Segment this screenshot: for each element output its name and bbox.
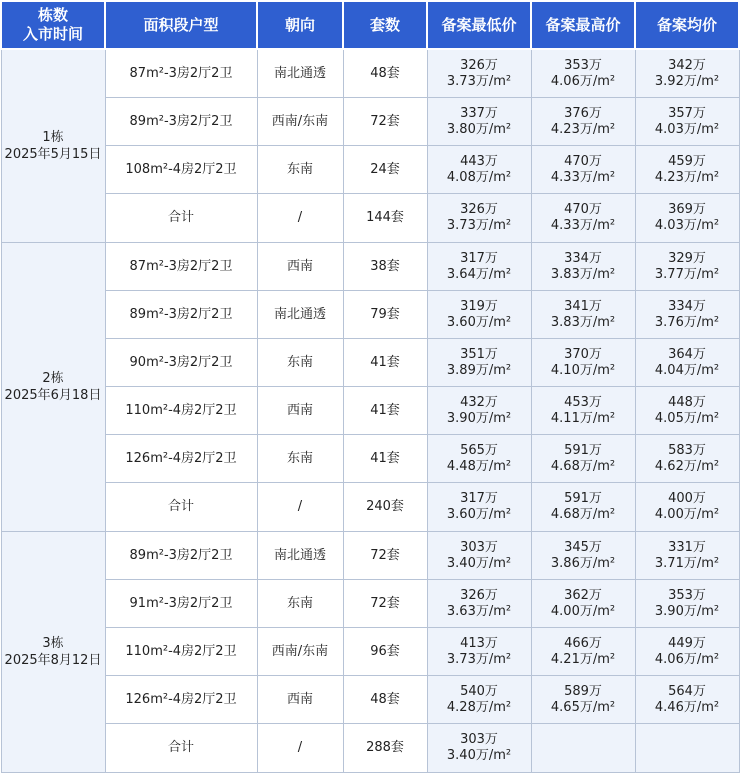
unit-type-cell: 126m²-4房2厅2卫 bbox=[105, 676, 257, 724]
avg-price-cell bbox=[635, 194, 739, 243]
unit-price: 4.05万/m² bbox=[654, 410, 720, 426]
min-price-cell bbox=[427, 243, 531, 291]
max-price-cell bbox=[531, 194, 635, 243]
total-price: 589万 bbox=[564, 683, 602, 699]
avg-price-cell bbox=[635, 724, 739, 773]
unit-price: 3.73万/m² bbox=[446, 651, 512, 667]
count-cell: 96套 bbox=[343, 628, 427, 676]
table-row bbox=[1, 98, 739, 146]
total-row bbox=[1, 194, 739, 243]
unit-type-cell: 合计 bbox=[105, 483, 257, 532]
table-row bbox=[1, 49, 739, 98]
orientation-cell: 南北通透 bbox=[257, 291, 343, 339]
count-cell: 41套 bbox=[343, 387, 427, 435]
avg-price-cell bbox=[635, 291, 739, 339]
orientation-cell: / bbox=[257, 194, 343, 243]
avg-price-cell bbox=[635, 49, 739, 98]
max-price-cell bbox=[531, 291, 635, 339]
total-price: 443万 bbox=[460, 153, 498, 169]
min-price-cell bbox=[427, 580, 531, 628]
unit-price: 3.83万/m² bbox=[550, 314, 616, 330]
total-price: 591万 bbox=[564, 491, 602, 506]
min-price-cell bbox=[427, 532, 531, 580]
unit-price: 3.76万/m² bbox=[654, 314, 720, 330]
unit-price: 4.33万/m² bbox=[550, 218, 616, 233]
unit-price: 4.33万/m² bbox=[550, 169, 616, 185]
launch-date: 2025年8月12日 bbox=[4, 653, 102, 668]
total-price: 337万 bbox=[460, 105, 498, 121]
unit-price: 3.40万/m² bbox=[446, 555, 512, 571]
total-price: 540万 bbox=[460, 683, 498, 699]
max-price-cell bbox=[531, 435, 635, 483]
unit-type-cell: 110m²-4房2厅2卫 bbox=[105, 628, 257, 676]
unit-price: 4.46万/m² bbox=[654, 699, 720, 715]
max-price-cell bbox=[531, 243, 635, 291]
total-price: 448万 bbox=[668, 394, 706, 410]
header-orientation: 朝向 bbox=[257, 1, 343, 49]
table-row bbox=[1, 146, 739, 194]
unit-price: 4.28万/m² bbox=[446, 699, 512, 715]
unit-price: 3.73万/m² bbox=[446, 218, 512, 233]
total-price: 303万 bbox=[460, 539, 498, 555]
total-price: 459万 bbox=[668, 153, 706, 169]
orientation-cell: 东南 bbox=[257, 580, 343, 628]
unit-type-cell: 89m²-3房2厅2卫 bbox=[105, 98, 257, 146]
unit-price: 3.60万/m² bbox=[446, 314, 512, 330]
count-cell: 48套 bbox=[343, 49, 427, 98]
unit-price: 4.03万/m² bbox=[654, 218, 720, 233]
total-price: 341万 bbox=[564, 298, 602, 314]
unit-price: 4.48万/m² bbox=[446, 458, 512, 474]
total-price: 345万 bbox=[564, 539, 602, 555]
unit-price: 3.80万/m² bbox=[446, 121, 512, 137]
unit-price: 4.68万/m² bbox=[550, 458, 616, 474]
unit-price: 4.08万/m² bbox=[446, 169, 512, 185]
total-price: 466万 bbox=[564, 635, 602, 651]
count-cell: 288套 bbox=[343, 724, 427, 773]
total-price: 565万 bbox=[460, 442, 498, 458]
count-cell: 24套 bbox=[343, 146, 427, 194]
table-row bbox=[1, 339, 739, 387]
avg-price-cell bbox=[635, 98, 739, 146]
max-price-cell bbox=[531, 628, 635, 676]
total-price: 453万 bbox=[564, 394, 602, 410]
total-price: 564万 bbox=[668, 683, 706, 699]
count-cell: 41套 bbox=[343, 435, 427, 483]
unit-price: 4.10万/m² bbox=[550, 362, 616, 378]
unit-price: 3.73万/m² bbox=[446, 73, 512, 89]
table-body bbox=[1, 49, 739, 773]
unit-price: 3.83万/m² bbox=[550, 266, 616, 282]
orientation-cell: 西南/东南 bbox=[257, 98, 343, 146]
max-price-cell bbox=[531, 98, 635, 146]
avg-price-cell bbox=[635, 580, 739, 628]
unit-type-cell: 合计 bbox=[105, 724, 257, 773]
unit-type-cell: 110m²-4房2厅2卫 bbox=[105, 387, 257, 435]
max-price-cell bbox=[531, 146, 635, 194]
orientation-cell: 西南/东南 bbox=[257, 628, 343, 676]
total-price: 357万 bbox=[668, 105, 706, 121]
min-price-cell bbox=[427, 146, 531, 194]
building-cell bbox=[1, 49, 105, 243]
max-price-cell bbox=[531, 49, 635, 98]
unit-price: 4.06万/m² bbox=[654, 651, 720, 667]
min-price-cell bbox=[427, 724, 531, 773]
max-price-cell bbox=[531, 532, 635, 580]
table-row bbox=[1, 676, 739, 724]
building-name: 1栋 bbox=[42, 130, 64, 145]
total-price: 470万 bbox=[564, 202, 602, 217]
total-price: 470万 bbox=[564, 153, 602, 169]
building-name: 2栋 bbox=[42, 371, 64, 386]
total-price: 329万 bbox=[668, 250, 706, 266]
count-cell: 38套 bbox=[343, 243, 427, 291]
count-cell: 72套 bbox=[343, 580, 427, 628]
min-price-cell bbox=[427, 291, 531, 339]
header-building-line2: 入市时间 bbox=[22, 25, 83, 43]
unit-type-cell: 87m²-3房2厅2卫 bbox=[105, 49, 257, 98]
unit-price: 4.23万/m² bbox=[550, 121, 616, 137]
unit-price: 3.86万/m² bbox=[550, 555, 616, 571]
avg-price-cell bbox=[635, 628, 739, 676]
header-max-price: 备案最高价 bbox=[531, 1, 635, 49]
unit-price: 4.11万/m² bbox=[550, 410, 616, 426]
avg-price-cell bbox=[635, 339, 739, 387]
max-price-cell bbox=[531, 339, 635, 387]
unit-price: 4.06万/m² bbox=[550, 73, 616, 89]
unit-type-cell: 91m²-3房2厅2卫 bbox=[105, 580, 257, 628]
total-price: 317万 bbox=[460, 250, 498, 266]
launch-date: 2025年5月15日 bbox=[4, 147, 102, 162]
unit-price: 3.71万/m² bbox=[654, 555, 720, 571]
min-price-cell bbox=[427, 676, 531, 724]
table-row bbox=[1, 580, 739, 628]
total-price: 591万 bbox=[564, 442, 602, 458]
unit-price: 3.64万/m² bbox=[446, 266, 512, 282]
building-name: 3栋 bbox=[42, 636, 64, 651]
header-building-line1: 栋数 bbox=[37, 6, 68, 24]
header-row bbox=[1, 1, 739, 49]
table-row bbox=[1, 532, 739, 580]
unit-type-cell: 108m²-4房2厅2卫 bbox=[105, 146, 257, 194]
total-price: 364万 bbox=[668, 346, 706, 362]
unit-price: 3.77万/m² bbox=[654, 266, 720, 282]
unit-price: 4.00万/m² bbox=[654, 507, 720, 522]
unit-type-cell: 合计 bbox=[105, 194, 257, 243]
header-avg-price: 备案均价 bbox=[635, 1, 739, 49]
unit-price: 4.65万/m² bbox=[550, 699, 616, 715]
orientation-cell: 西南 bbox=[257, 387, 343, 435]
total-price: 370万 bbox=[564, 346, 602, 362]
total-row bbox=[1, 724, 739, 773]
count-cell: 41套 bbox=[343, 339, 427, 387]
max-price-cell bbox=[531, 483, 635, 532]
unit-price: 4.21万/m² bbox=[550, 651, 616, 667]
avg-price-cell bbox=[635, 387, 739, 435]
total-price: 342万 bbox=[668, 57, 706, 73]
count-cell: 72套 bbox=[343, 98, 427, 146]
total-price: 334万 bbox=[668, 298, 706, 314]
total-row bbox=[1, 483, 739, 532]
unit-price: 3.63万/m² bbox=[446, 603, 512, 619]
min-price-cell bbox=[427, 628, 531, 676]
total-price: 449万 bbox=[668, 635, 706, 651]
unit-price: 3.60万/m² bbox=[446, 507, 512, 522]
count-cell: 72套 bbox=[343, 532, 427, 580]
unit-type-cell: 90m²-3房2厅2卫 bbox=[105, 339, 257, 387]
total-price: 400万 bbox=[668, 491, 706, 506]
avg-price-cell bbox=[635, 146, 739, 194]
unit-price: 3.92万/m² bbox=[654, 73, 720, 89]
count-cell: 240套 bbox=[343, 483, 427, 532]
total-price: 326万 bbox=[460, 57, 498, 73]
unit-type-cell: 89m²-3房2厅2卫 bbox=[105, 532, 257, 580]
total-price: 376万 bbox=[564, 105, 602, 121]
orientation-cell: 东南 bbox=[257, 339, 343, 387]
unit-type-cell: 89m²-3房2厅2卫 bbox=[105, 291, 257, 339]
orientation-cell: 南北通透 bbox=[257, 532, 343, 580]
unit-price: 3.90万/m² bbox=[654, 603, 720, 619]
table-row bbox=[1, 291, 739, 339]
total-price: 353万 bbox=[564, 57, 602, 73]
total-price: 303万 bbox=[460, 732, 498, 747]
unit-price: 4.00万/m² bbox=[550, 603, 616, 619]
min-price-cell bbox=[427, 49, 531, 98]
count-cell: 144套 bbox=[343, 194, 427, 243]
min-price-cell bbox=[427, 339, 531, 387]
max-price-cell bbox=[531, 580, 635, 628]
total-price: 362万 bbox=[564, 587, 602, 603]
min-price-cell bbox=[427, 483, 531, 532]
avg-price-cell bbox=[635, 676, 739, 724]
max-price-cell bbox=[531, 387, 635, 435]
table-row bbox=[1, 243, 739, 291]
unit-price: 4.62万/m² bbox=[654, 458, 720, 474]
total-price: 583万 bbox=[668, 442, 706, 458]
table-row bbox=[1, 435, 739, 483]
count-cell: 79套 bbox=[343, 291, 427, 339]
avg-price-cell bbox=[635, 243, 739, 291]
unit-price: 3.40万/m² bbox=[446, 748, 512, 763]
orientation-cell: 东南 bbox=[257, 435, 343, 483]
total-price: 326万 bbox=[460, 202, 498, 217]
total-price: 317万 bbox=[460, 491, 498, 506]
orientation-cell: / bbox=[257, 724, 343, 773]
min-price-cell bbox=[427, 98, 531, 146]
building-cell bbox=[1, 532, 105, 773]
table-row bbox=[1, 387, 739, 435]
unit-price: 4.68万/m² bbox=[550, 507, 616, 522]
unit-price: 4.23万/m² bbox=[654, 169, 720, 185]
orientation-cell: / bbox=[257, 483, 343, 532]
count-cell: 48套 bbox=[343, 676, 427, 724]
unit-price: 4.04万/m² bbox=[654, 362, 720, 378]
orientation-cell: 西南 bbox=[257, 243, 343, 291]
header-unit-type: 面积段户型 bbox=[105, 1, 257, 49]
building-cell bbox=[1, 243, 105, 532]
min-price-cell bbox=[427, 387, 531, 435]
max-price-cell bbox=[531, 724, 635, 773]
total-price: 326万 bbox=[460, 587, 498, 603]
unit-type-cell: 87m²-3房2厅2卫 bbox=[105, 243, 257, 291]
total-price: 351万 bbox=[460, 346, 498, 362]
total-price: 432万 bbox=[460, 394, 498, 410]
orientation-cell: 南北通透 bbox=[257, 49, 343, 98]
avg-price-cell bbox=[635, 483, 739, 532]
unit-price: 4.03万/m² bbox=[654, 121, 720, 137]
min-price-cell bbox=[427, 435, 531, 483]
header-building bbox=[1, 1, 105, 49]
total-price: 413万 bbox=[460, 635, 498, 651]
avg-price-cell bbox=[635, 435, 739, 483]
unit-type-cell: 126m²-4房2厅2卫 bbox=[105, 435, 257, 483]
header-count: 套数 bbox=[343, 1, 427, 49]
avg-price-cell bbox=[635, 532, 739, 580]
max-price-cell bbox=[531, 676, 635, 724]
total-price: 331万 bbox=[668, 539, 706, 555]
header-min-price: 备案最低价 bbox=[427, 1, 531, 49]
total-price: 319万 bbox=[460, 298, 498, 314]
launch-date: 2025年6月18日 bbox=[4, 388, 102, 403]
total-price: 334万 bbox=[564, 250, 602, 266]
min-price-cell bbox=[427, 194, 531, 243]
unit-price: 3.89万/m² bbox=[446, 362, 512, 378]
table-row bbox=[1, 628, 739, 676]
orientation-cell: 东南 bbox=[257, 146, 343, 194]
orientation-cell: 西南 bbox=[257, 676, 343, 724]
unit-price: 3.90万/m² bbox=[446, 410, 512, 426]
total-price: 353万 bbox=[668, 587, 706, 603]
total-price: 369万 bbox=[668, 202, 706, 217]
